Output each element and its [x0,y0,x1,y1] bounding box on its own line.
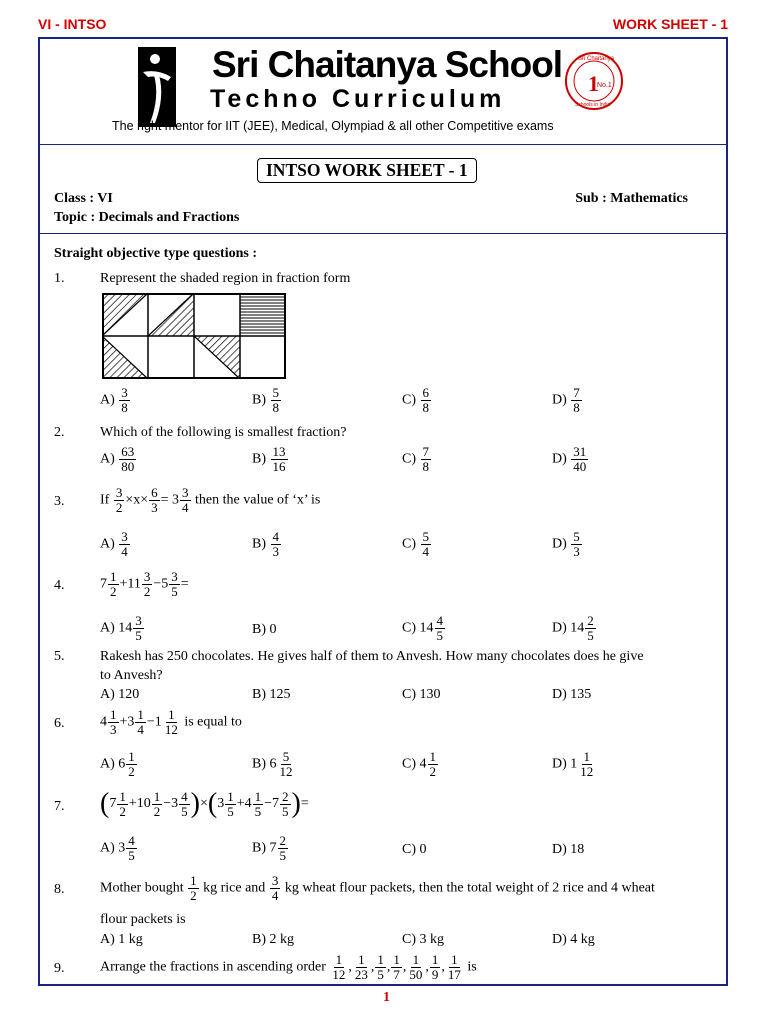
q6-option-b[interactable]: B) 6 $\frac{5}{12}$ [252,749,293,779]
q1-option-d[interactable]: D) $\frac{7}{8}$ [552,385,580,415]
rank-badge-icon [564,51,624,111]
tagline: The right mentor for IIT (JEE), Medical, Olympiad & all other Competitive exams [112,119,554,133]
q1-option-c[interactable]: C) $\frac{6}{8}$ [402,385,429,415]
divider [40,144,726,145]
q4-option-c[interactable]: C) 14 $\frac{4}{5}$ [402,613,443,643]
school-name: Sri Chaitanya School [212,44,563,85]
svg-text:Schools in India: Schools in India [575,102,611,108]
q2-number: 2. [54,425,65,440]
q3-option-a[interactable]: A) $\frac{3}{4}$ [100,529,128,559]
q8-text-line2: flour packets is [100,912,186,927]
header-left: VI - INTSO [38,16,107,32]
q1-option-a[interactable]: A) $\frac{3}{8}$ [100,385,128,415]
q2-option-c[interactable]: C) $\frac{7}{8}$ [402,444,429,474]
q7-option-b[interactable]: B) 7 $\frac{2}{5}$ [252,833,286,863]
q4-option-d[interactable]: D) 14 $\frac{2}{5}$ [552,613,594,643]
q2-option-d[interactable]: D) $\frac{31}{40}$ [552,444,587,474]
q4-option-b[interactable]: B) 0 [252,622,277,637]
section-heading: Straight objective type questions : [54,246,257,261]
q4-expression: 7 $\frac{1}{2}$ +11 $\frac{3}{2}$ −5 $\frac{3}{5}$ = [100,569,189,599]
q8-option-d[interactable]: D) 4 kg [552,932,595,947]
class-label: Class : VI [54,191,113,206]
q3-option-c[interactable]: C) $\frac{5}{4}$ [402,529,429,559]
q7-option-d[interactable]: D) 18 [552,842,585,857]
q6-option-d[interactable]: D) 1 $\frac{1}{12}$ [552,749,594,779]
q5-option-b[interactable]: B) 125 [252,687,291,702]
q9-number: 9. [54,961,65,976]
page-number: 1 [383,990,390,1005]
subject-label: Sub : Mathematics [575,191,688,206]
q8-number: 8. [54,882,65,897]
q3-option-d[interactable]: D) $\frac{5}{3}$ [552,529,580,559]
q2-option-b[interactable]: B) $\frac{13}{16}$ [252,444,286,474]
svg-text:1: 1 [588,71,599,96]
q7-option-c[interactable]: C) 0 [402,842,427,857]
q6-expression: 4 $\frac{1}{3}$ +3 $\frac{1}{4}$ −1 $\frac{1}{12}$ is equal to [100,707,242,737]
q7-number: 7. [54,799,65,814]
q3-option-b[interactable]: B) $\frac{4}{3}$ [252,529,279,559]
q3-number: 3. [54,494,65,509]
q5-text-line2: to Anvesh? [100,668,163,683]
q7-expression: (7 $\frac{1}{2}$ +10 $\frac{1}{2}$ −3 $\frac{4}{5}$ )×(3 $\frac{1}{5}$ +4 $\frac{1}{5}$ −7 $\frac{2}{5}$ )= [100,788,309,819]
q3-equation: If $\frac{3}{2}$ ×x× $\frac{6}{3}$ = 3 $\frac{3}{4}$ then the value of ‘x’ is [100,485,321,515]
q8-option-b[interactable]: B) 2 kg [252,932,294,947]
header-right: WORK SHEET - 1 [612,16,728,32]
divider [40,233,726,234]
topic-label: Topic : Decimals and Fractions [54,210,240,225]
worksheet-title: INTSO WORK SHEET - 1 [257,158,477,183]
q6-option-c[interactable]: C) 4 $\frac{1}{2}$ [402,749,436,779]
worksheet-frame [38,37,728,986]
school-logo-icon [138,47,176,127]
curriculum-name: Techno Curriculum [210,85,506,113]
svg-text:Sri Chaitanya: Sri Chaitanya [578,56,615,62]
q2-text: Which of the following is smallest fraction? [100,425,347,440]
q5-text-line1: Rakesh has 250 chocolates. He gives half of them to Anvesh. How many chocolates does he give [100,649,644,664]
q6-number: 6. [54,716,65,731]
q4-option-a[interactable]: A) 14 $\frac{3}{5}$ [100,613,142,643]
q8-option-c[interactable]: C) 3 kg [402,932,444,947]
q1-text: Represent the shaded region in fraction form [100,271,351,286]
q6-option-a[interactable]: A) 6 $\frac{1}{2}$ [100,749,135,779]
q8-text-line1: Mother bought $\frac{1}{2}$ kg rice and $\frac{3}{4}$ kg wheat flour packets, then the total weight of 2 rice and 4 wheat [100,873,655,903]
shaded-grid-figure [102,293,286,379]
q5-number: 5. [54,649,65,664]
q1-option-b[interactable]: B) $\frac{5}{8}$ [252,385,279,415]
q5-option-d[interactable]: D) 135 [552,687,592,702]
q2-option-a[interactable]: A) $\frac{63}{80}$ [100,444,135,474]
q1-number: 1. [54,271,65,286]
q4-number: 4. [54,578,65,593]
q5-option-a[interactable]: A) 120 [100,687,140,702]
q9-text: Arrange the fractions in ascending order $\frac{1}{12}$ , $\frac{1}{23}$ , $\frac{1}{5}$ , $\frac{1}{7}$ , $\frac{1}{50}$ , $\frac{1}{9}$ , $\frac{1}{17}$ is [100,952,477,982]
q5-option-c[interactable]: C) 130 [402,687,441,702]
svg-text:No.1: No.1 [597,82,612,89]
q7-option-a[interactable]: A) 3 $\frac{4}{5}$ [100,833,135,863]
q8-option-a[interactable]: A) 1 kg [100,932,143,947]
